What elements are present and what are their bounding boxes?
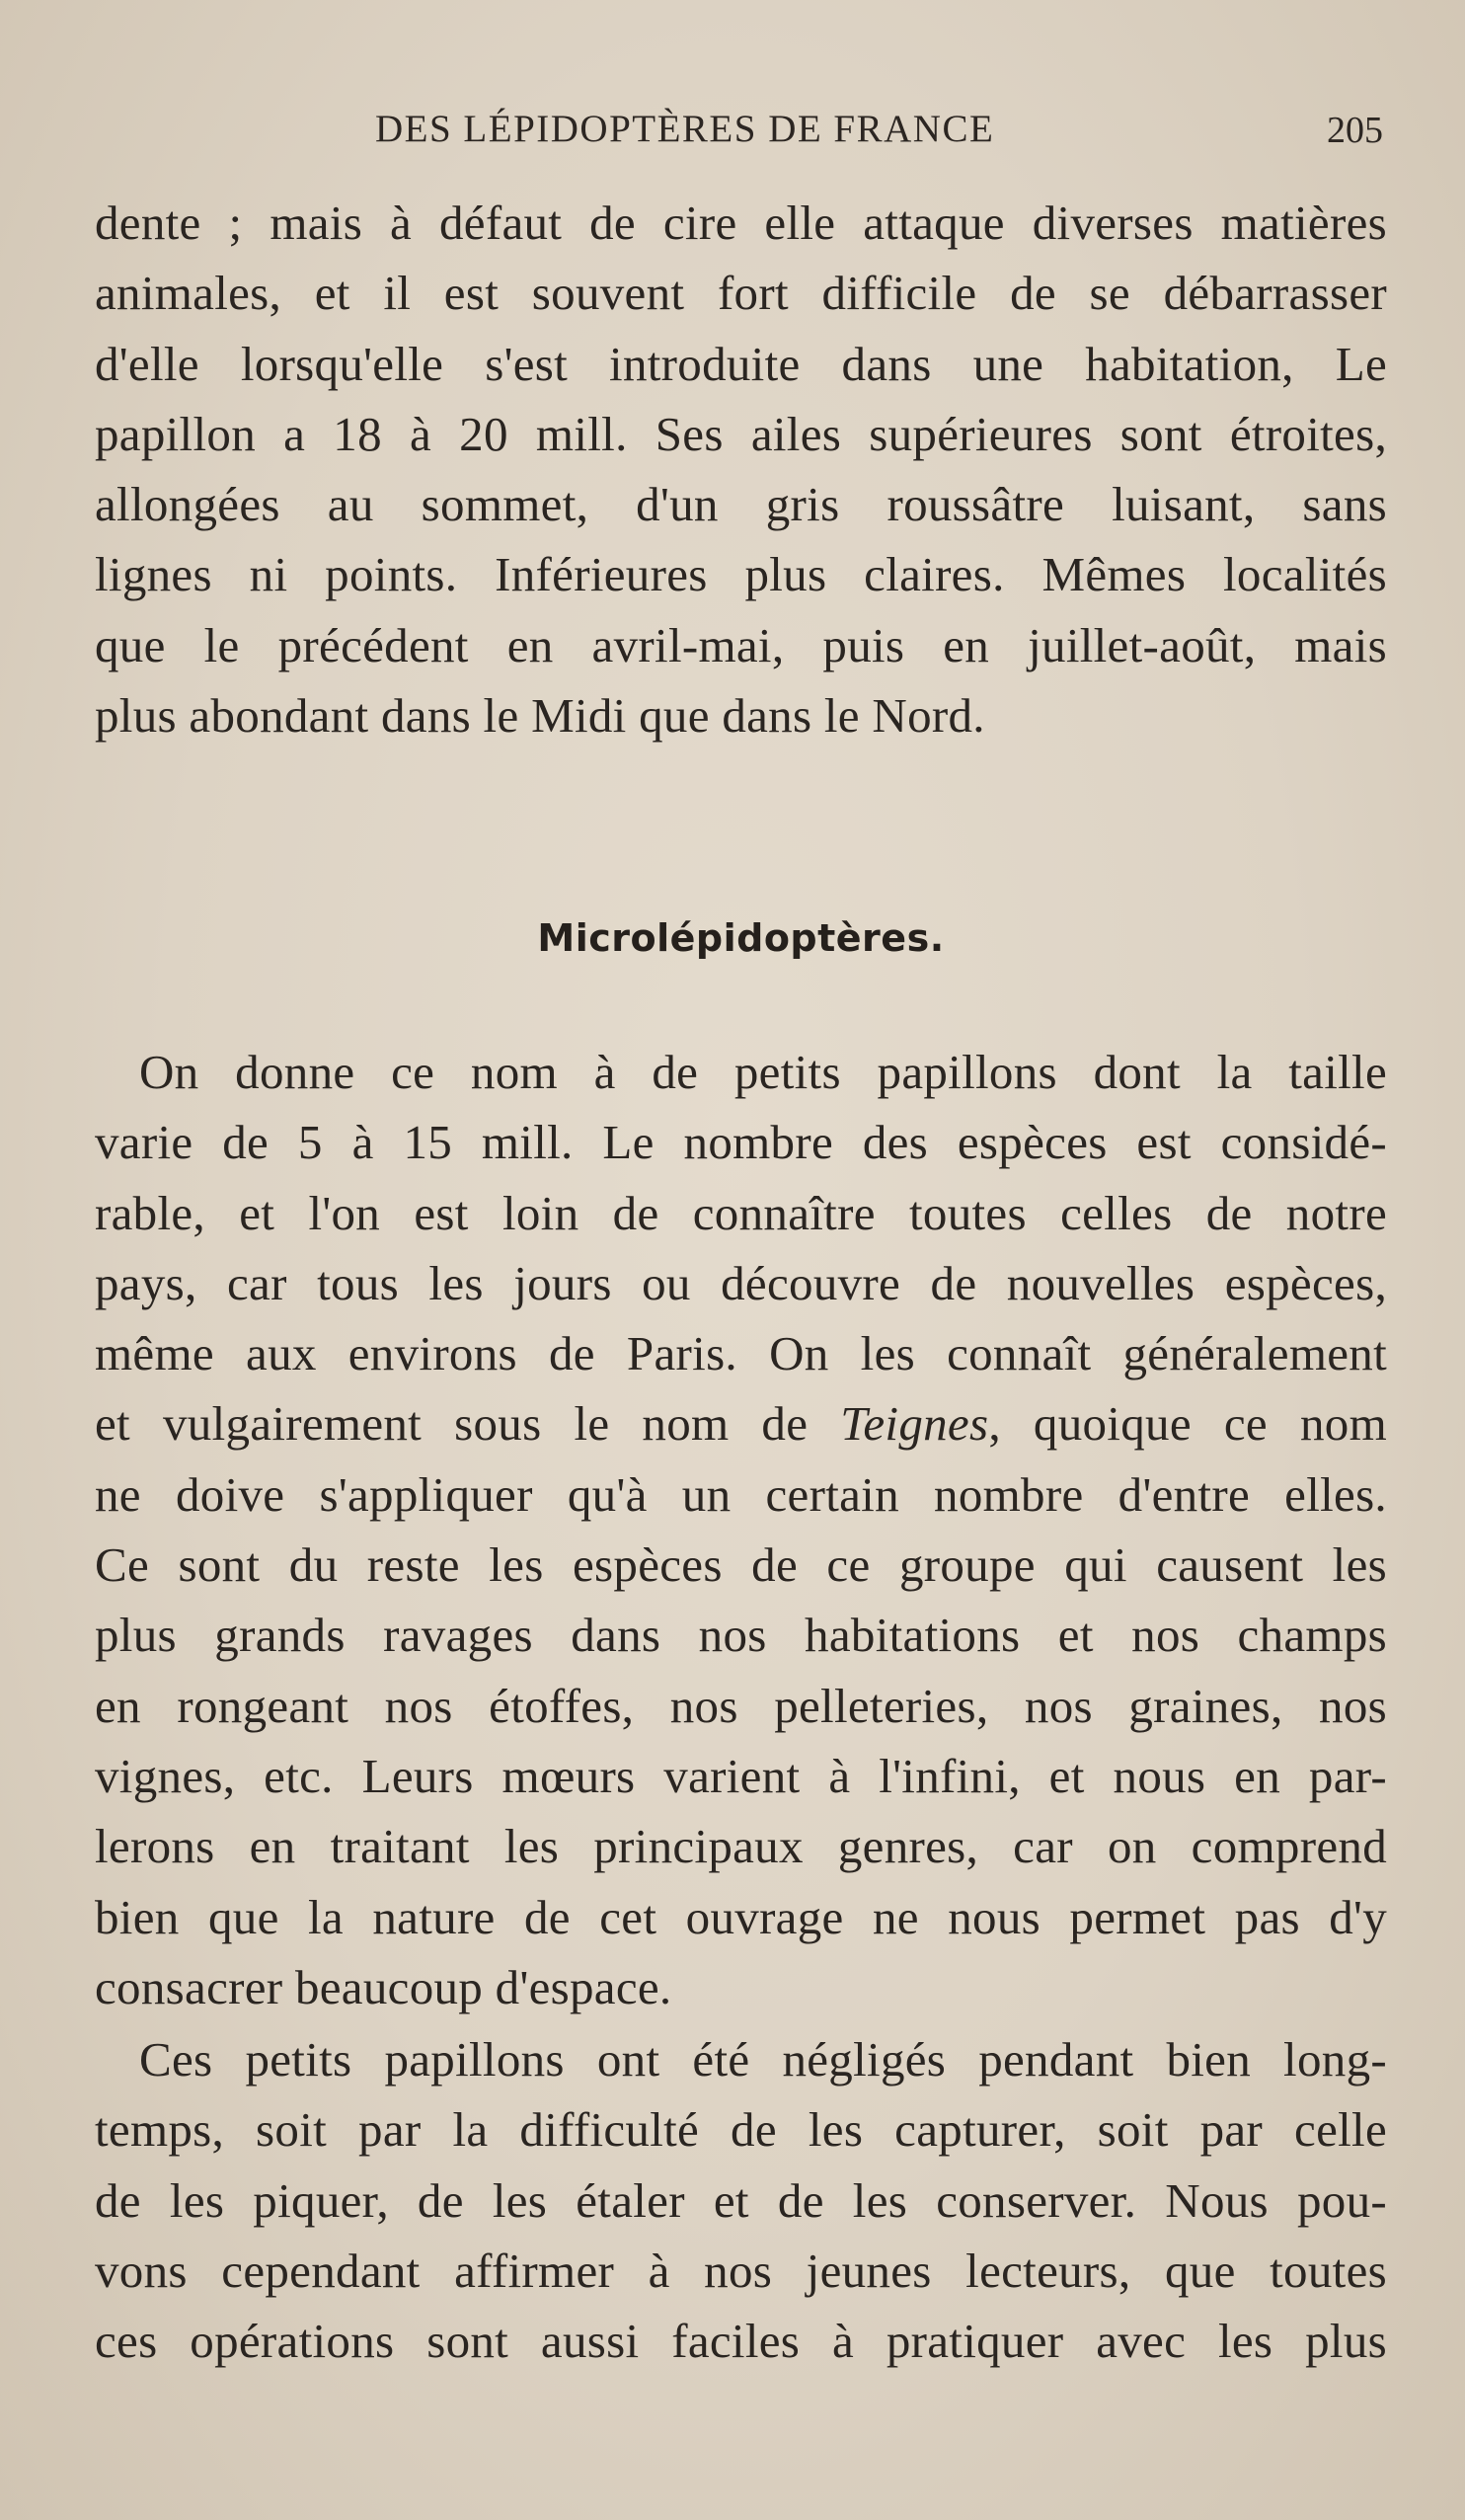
italic-term: Teignes [840,1396,989,1452]
text-line: de les piquer, de les étaler et de les conserver. Nous pou- [95,2172,1387,2228]
text-line: que le précédent en avril-mai, puis en juillet-août, mais [95,617,1387,672]
page-number: 205 [1327,110,1383,151]
text-line: lerons en traitant les principaux genres, car on comprend [95,1819,1387,1874]
text-line: dente ; mais à défaut de cire elle attaque diverses matières [95,196,1387,250]
text-line: d'elle lorsqu'elle s'est introduite dans une habitation, Le [95,336,1387,391]
text-line: plus abondant dans le Midi que dans le Nord. [95,688,985,744]
text-line: vignes, etc. Leurs mœurs varient à l'infini, et nous en par- [95,1748,1387,1803]
text-line: papillon a 18 à 20 mill. Ses ailes supérieures sont étroites, [95,406,1387,461]
text-line: en rongeant nos étoffes, nos pelleteries, nos graines, nos [95,1678,1387,1733]
text-line: consacrer beaucoup d'espace. [95,1959,672,2014]
text-line: bien que la nature de cet ouvrage ne nous permet pas d'y [95,1889,1387,1944]
text-line: allongées au sommet, d'un gris roussâtre luisant, sans [95,477,1387,532]
text-line: varie de 5 à 15 mill. Le nombre des espèces est considé- [95,1115,1387,1170]
text-line: plus grands ravages dans nos habitations et nos champs [95,1608,1387,1663]
section-heading: Microlépidoptères. [537,916,945,960]
text-line: pays, car tous les jours ou découvre de nouvelles espèces, [95,1255,1387,1310]
text-segment: et vulgairement sous le nom de [95,1396,841,1452]
text-line-with-italic [95,1388,1387,1458]
text-line: lignes ni points. Inférieures plus claires. Mêmes localités [95,547,1387,602]
text-line: ces opérations sont aussi faciles à pratiquer avec les plus [95,2314,1387,2369]
text-line: même aux environs de Paris. On les connaît généralement [95,1326,1387,1381]
text-line: temps, soit par la difficulté de les capturer, soit par celle [95,2102,1387,2158]
text-line: ne doive s'appliquer qu'à un certain nombre d'entre elles. [95,1466,1387,1522]
text-segment: , quoique ce nom [988,1396,1387,1452]
text-line: rable, et l'on est loin de connaître toutes celles de notre [95,1185,1387,1240]
page-header [95,107,1383,166]
text-line: On donne ce nom à de petits papillons dont la taille [139,1045,1387,1099]
paragraph-three [95,2024,1387,2376]
text-line: vons cependant affirmer à nos jeunes lecteurs, que toutes [95,2243,1387,2298]
paragraph-two [95,1037,1387,2022]
paragraph-continued [95,188,1387,750]
text-line: animales, et il est souvent fort difficile de se débarrasser [95,266,1387,321]
running-title: DES LÉPIDOPTÈRES DE FRANCE [375,108,995,150]
text-line: Ces petits papillons ont été négligés pendant bien long- [139,2032,1387,2087]
text-line: Ce sont du reste les espèces de ce groupe qui causent les [95,1537,1387,1593]
